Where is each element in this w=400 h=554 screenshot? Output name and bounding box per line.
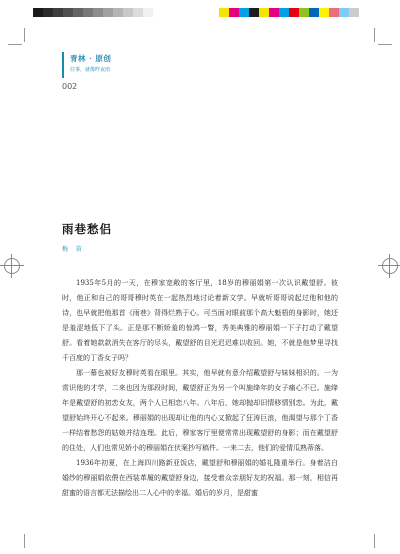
article-author: 梅 笛 xyxy=(62,246,85,253)
gray-swatch xyxy=(123,8,133,17)
article-title: 雨巷愁侣 xyxy=(62,222,112,236)
color-swatch xyxy=(249,8,259,17)
gray-swatch xyxy=(63,8,73,17)
crop-mark xyxy=(24,28,25,42)
color-swatch xyxy=(329,8,339,17)
color-swatch xyxy=(339,8,349,17)
gray-swatch xyxy=(93,8,103,17)
color-swatch xyxy=(289,8,299,17)
gray-swatch xyxy=(103,8,113,17)
gray-swatch xyxy=(43,8,53,17)
color-swatch xyxy=(279,8,289,17)
crop-mark xyxy=(378,44,392,45)
body-paragraph: 1936年初夏，在上海四川路新亚饭店，戴望舒和穆丽娟的婚礼隆重举行。身着洁白婚纱的穆丽娟依偎在西装革履的戴望舒身边，接受着众亲朋好友的祝福。那一刻，相信再甜蜜的语言都无法描绘出二人心中的幸福。婚后的岁月，是甜蜜 xyxy=(62,459,338,497)
color-swatch xyxy=(259,8,269,17)
body-paragraph: 1935年5月的一天，在穆家宽敞的客厅里，18岁的穆丽娟第一次认识戴望舒。彼时，他正和自己的哥哥穆时英在一起热烈地讨论着新文学。早就听哥哥说起过他和他的诗，也早就把他那首《雨巷》背得烂熟于心。可当面对眼前那个高大魁梧的身影时，她还是羞涩地低下了头。正是那不断娇羞的惊鸿一瞥，秀美典雅的穆丽娟一下子打动了戴望舒。看着她款款消失在客厅的尽头，戴望舒的目光迟迟难以收回。她，不就是他梦里寻找千百度的丁香女子吗？ xyxy=(62,279,338,362)
page-number: 002 xyxy=(62,82,78,91)
body-paragraph: 那一幕也被好友穆时英看在眼里。其实，他早就有意介绍戴望舒与妹妹相识的。一为赏识他的才学，二来也因为那段时间，戴望舒正为另一个叫施绛年的女子痛心不已。施绛年是戴望舒的初恋女友，两个人已相恋八年。八年后，她却抛却旧情移情别恋。为此，戴望舒始终开心不起来。穆丽娟的出现却让他的内心又掀起了狂涛巨浪，他渴望与那个丁香一样结着愁怨的姑娘并结连理。此后，穆家客厅里便常常出现戴望舒的身影；而在戴望舒的住处，人们也常见娇小的穆丽娟在伏案抄写稿件。一来二去，他们的爱情瓜熟蒂落。 xyxy=(62,369,338,452)
article-body xyxy=(62,276,338,501)
color-swatch xyxy=(269,8,279,17)
crop-mark xyxy=(24,534,25,548)
color-swatch xyxy=(299,8,309,17)
gray-swatch xyxy=(133,8,143,17)
color-swatch xyxy=(349,8,359,17)
crop-mark xyxy=(374,28,375,42)
gray-swatch xyxy=(33,8,43,17)
gray-swatch xyxy=(73,8,83,17)
crop-mark xyxy=(374,534,375,548)
color-calibration-bar xyxy=(219,8,359,17)
header-accent-bar xyxy=(62,52,64,78)
color-swatch xyxy=(319,8,329,17)
gray-swatch xyxy=(83,8,93,17)
color-swatch xyxy=(239,8,249,17)
gray-swatch xyxy=(113,8,123,17)
gray-swatch xyxy=(53,8,63,17)
crop-mark xyxy=(8,44,22,45)
color-swatch xyxy=(309,8,319,17)
series-subtitle: 往事，就像昨夜雨 xyxy=(70,67,111,73)
gray-swatch xyxy=(143,8,153,17)
color-swatch xyxy=(219,8,229,17)
color-swatch xyxy=(229,8,239,17)
series-title: 青林 · 原创 xyxy=(70,54,112,63)
gray-calibration-bar xyxy=(33,8,153,17)
